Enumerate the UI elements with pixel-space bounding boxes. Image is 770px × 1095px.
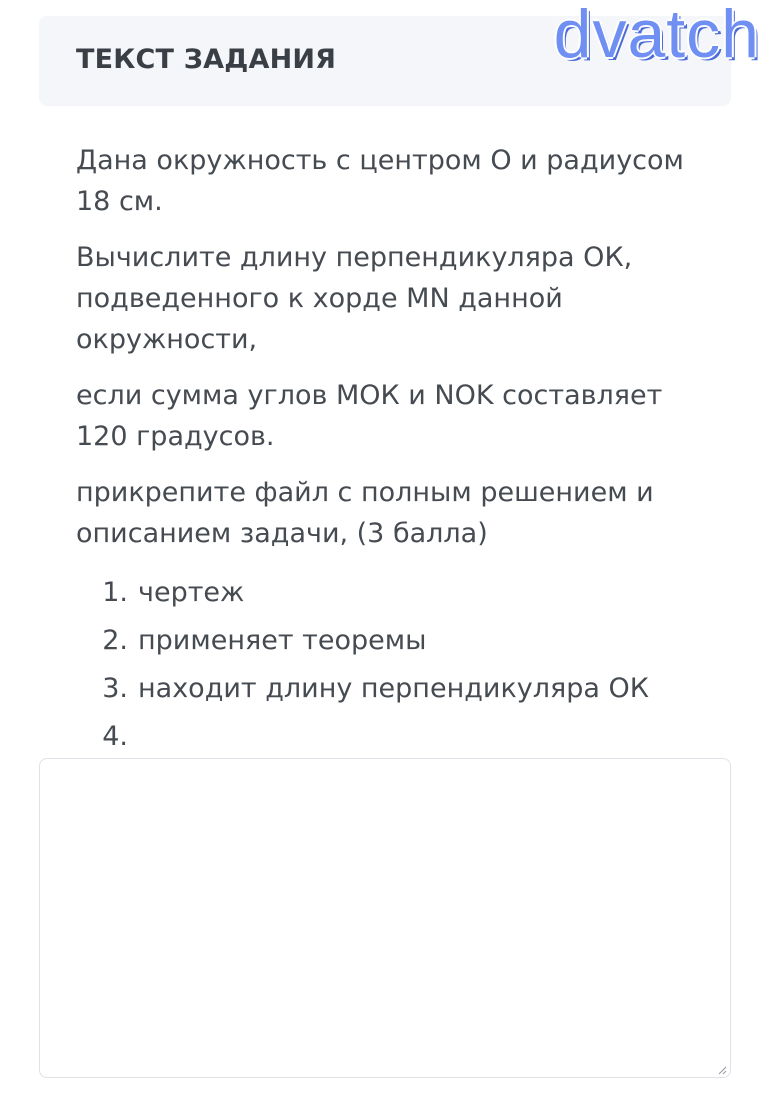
answer-textarea[interactable] (39, 758, 731, 1078)
watermark-logo: dvatch (553, 0, 760, 72)
list-item (76, 617, 716, 665)
list-item-text: применяет теоремы (138, 625, 427, 656)
list-item (76, 665, 716, 713)
task-paragraph: прикрепите файл с полным решением и описанием задачи, (3 балла) (76, 477, 654, 549)
task-paragraph: Вычислите длину перпендикуляра ОК, подведенного к хорде MN данной окружности, (76, 242, 633, 355)
task-header-title: ТЕКСТ ЗАДАНИЯ (76, 44, 337, 75)
list-item (76, 713, 716, 761)
list-item-number: 3. (102, 673, 128, 704)
task-paragraph: если сумма углов МОК и NOK составляет 120 градусов. (76, 380, 663, 452)
list-item (76, 569, 716, 617)
task-paragraph: Дана окружность с центром О и радиусом 18 см. (76, 145, 684, 217)
task-text (76, 140, 716, 761)
list-item-number: 4. (102, 721, 128, 752)
resize-handle-icon[interactable] (715, 1063, 727, 1075)
list-item-number: 2. (102, 625, 128, 656)
list-item-text: находит длину перпендикуляра ОК (138, 673, 649, 704)
list-item-text: чертеж (138, 577, 245, 608)
list-item-number: 1. (102, 577, 128, 608)
requirements-list (76, 569, 716, 761)
